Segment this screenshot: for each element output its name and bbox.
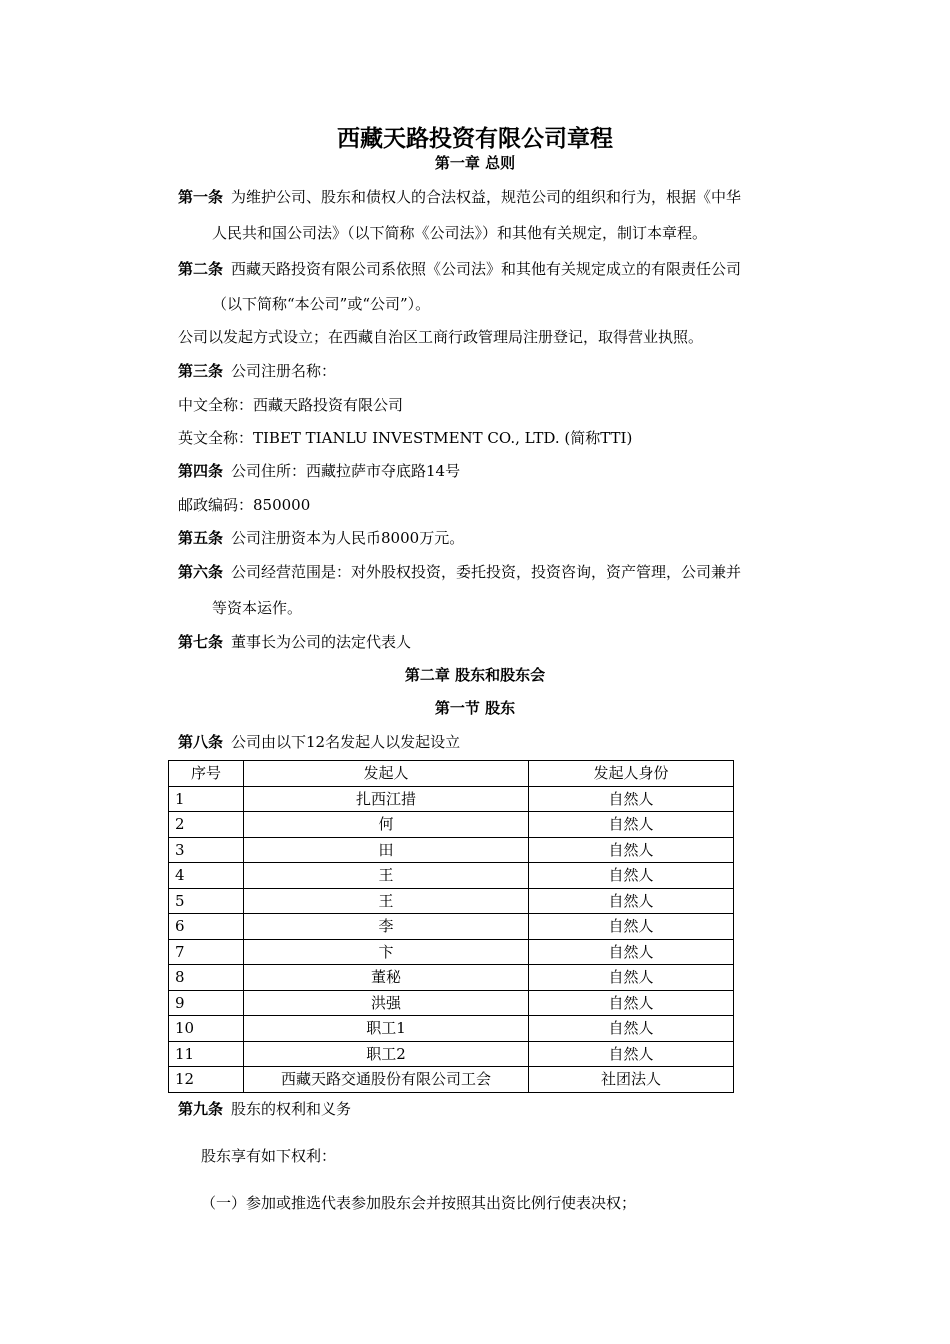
row-index: 12 (169, 1067, 244, 1093)
row-founder: 董秘 (244, 965, 529, 991)
row-founder: 何 (244, 812, 529, 838)
row-index: 8 (169, 965, 244, 991)
article-3-label: 第三条 (178, 362, 224, 380)
article-8 (178, 731, 460, 752)
table-row (169, 939, 734, 965)
row-identity: 自然人 (529, 990, 734, 1016)
article-2-para: 公司以发起方式设立；在西藏自治区工商行政管理局注册登记，取得营业执照。 (178, 328, 704, 346)
table-row (169, 1016, 734, 1042)
chinese-name: 中文全称：西藏天路投资有限公司 (178, 396, 404, 414)
article-7 (178, 631, 411, 652)
row-founder: 洪强 (244, 990, 529, 1016)
table-row (169, 914, 734, 940)
article-6-cont: 等资本运作。 (212, 599, 303, 617)
row-index: 6 (169, 914, 244, 940)
article-1 (178, 186, 741, 207)
row-identity: 自然人 (529, 888, 734, 914)
article-6-label: 第六条 (178, 563, 224, 581)
header-identity: 发起人身份 (529, 761, 734, 787)
article-2-text: 西藏天路投资有限公司系依照《公司法》和其他有关规定成立的有限责任公司 (231, 260, 742, 278)
row-founder: 卞 (244, 939, 529, 965)
row-founder: 李 (244, 914, 529, 940)
document-title: 西藏天路投资有限公司章程 (337, 126, 613, 152)
row-founder: 职工1 (244, 1016, 529, 1042)
article-3-text: 公司注册名称： (231, 362, 337, 380)
article-6-text: 公司经营范围是：对外股权投资，委托投资，投资咨询，资产管理，公司兼并 (231, 563, 742, 581)
founders-header-row (169, 761, 734, 787)
article-5-text: 公司注册资本为人民币8000万元。 (231, 529, 465, 547)
article-1-cont: 人民共和国公司法》（以下简称《公司法》）和其他有关规定，制订本章程。 (212, 224, 708, 242)
row-index: 5 (169, 888, 244, 914)
article-7-text: 董事长为公司的法定代表人 (231, 633, 412, 651)
table-row (169, 786, 734, 812)
table-row (169, 812, 734, 838)
chapter-1-heading: 第一章 总则 (434, 154, 516, 172)
rights-intro: 股东享有如下权利： (201, 1147, 337, 1165)
chapter-2-heading: 第二章 股东和股东会 (404, 666, 546, 684)
table-row (169, 965, 734, 991)
right-item-1: （一）参加或推选代表参加股东会并按照其出资比例行使表决权； (201, 1194, 637, 1212)
header-founder: 发起人 (244, 761, 529, 787)
table-row (169, 837, 734, 863)
row-index: 11 (169, 1041, 244, 1067)
row-founder: 职工2 (244, 1041, 529, 1067)
article-5 (178, 527, 464, 548)
row-founder: 扎西江措 (244, 786, 529, 812)
founders-table (168, 760, 734, 1093)
row-identity: 自然人 (529, 965, 734, 991)
row-index: 9 (169, 990, 244, 1016)
article-2-label: 第二条 (178, 260, 224, 278)
article-9-text: 股东的权利和义务 (231, 1100, 352, 1118)
row-founder: 王 (244, 888, 529, 914)
row-identity: 社团法人 (529, 1067, 734, 1093)
row-index: 3 (169, 837, 244, 863)
row-identity: 自然人 (529, 837, 734, 863)
row-index: 10 (169, 1016, 244, 1042)
english-name: 英文全称：TIBET TIANLU INVESTMENT CO., LTD. (简称TTI) (178, 429, 633, 447)
row-index: 7 (169, 939, 244, 965)
table-row (169, 863, 734, 889)
row-identity: 自然人 (529, 863, 734, 889)
row-founder: 田 (244, 837, 529, 863)
article-1-text: 为维护公司、股东和债权人的合法权益，规范公司的组织和行为，根据《中华 (231, 188, 742, 206)
table-row (169, 1041, 734, 1067)
article-8-label: 第八条 (178, 733, 224, 751)
table-row (169, 990, 734, 1016)
article-4-label: 第四条 (178, 462, 224, 480)
article-9 (178, 1098, 351, 1119)
article-2-cont: （以下简称“本公司”或“公司”）。 (212, 295, 431, 313)
article-9-label: 第九条 (178, 1100, 224, 1118)
table-row (169, 1067, 734, 1093)
article-7-label: 第七条 (178, 633, 224, 651)
row-identity: 自然人 (529, 786, 734, 812)
row-identity: 自然人 (529, 1041, 734, 1067)
section-1-heading: 第一节 股东 (434, 699, 516, 717)
article-3 (178, 360, 336, 381)
row-index: 2 (169, 812, 244, 838)
article-5-label: 第五条 (178, 529, 224, 547)
postal-code: 邮政编码：850000 (178, 496, 311, 514)
header-index: 序号 (169, 761, 244, 787)
article-4-text: 公司住所：西藏拉萨市夺底路14号 (231, 462, 461, 480)
row-identity: 自然人 (529, 812, 734, 838)
row-identity: 自然人 (529, 1016, 734, 1042)
article-4 (178, 460, 460, 481)
article-2 (178, 258, 741, 279)
row-founder: 王 (244, 863, 529, 889)
article-8-text: 公司由以下12名发起人以发起设立 (231, 733, 461, 751)
table-row (169, 888, 734, 914)
row-founder: 西藏天路交通股份有限公司工会 (244, 1067, 529, 1093)
row-index: 4 (169, 863, 244, 889)
row-identity: 自然人 (529, 914, 734, 940)
article-1-label: 第一条 (178, 188, 224, 206)
row-index: 1 (169, 786, 244, 812)
article-6 (178, 561, 741, 582)
row-identity: 自然人 (529, 939, 734, 965)
